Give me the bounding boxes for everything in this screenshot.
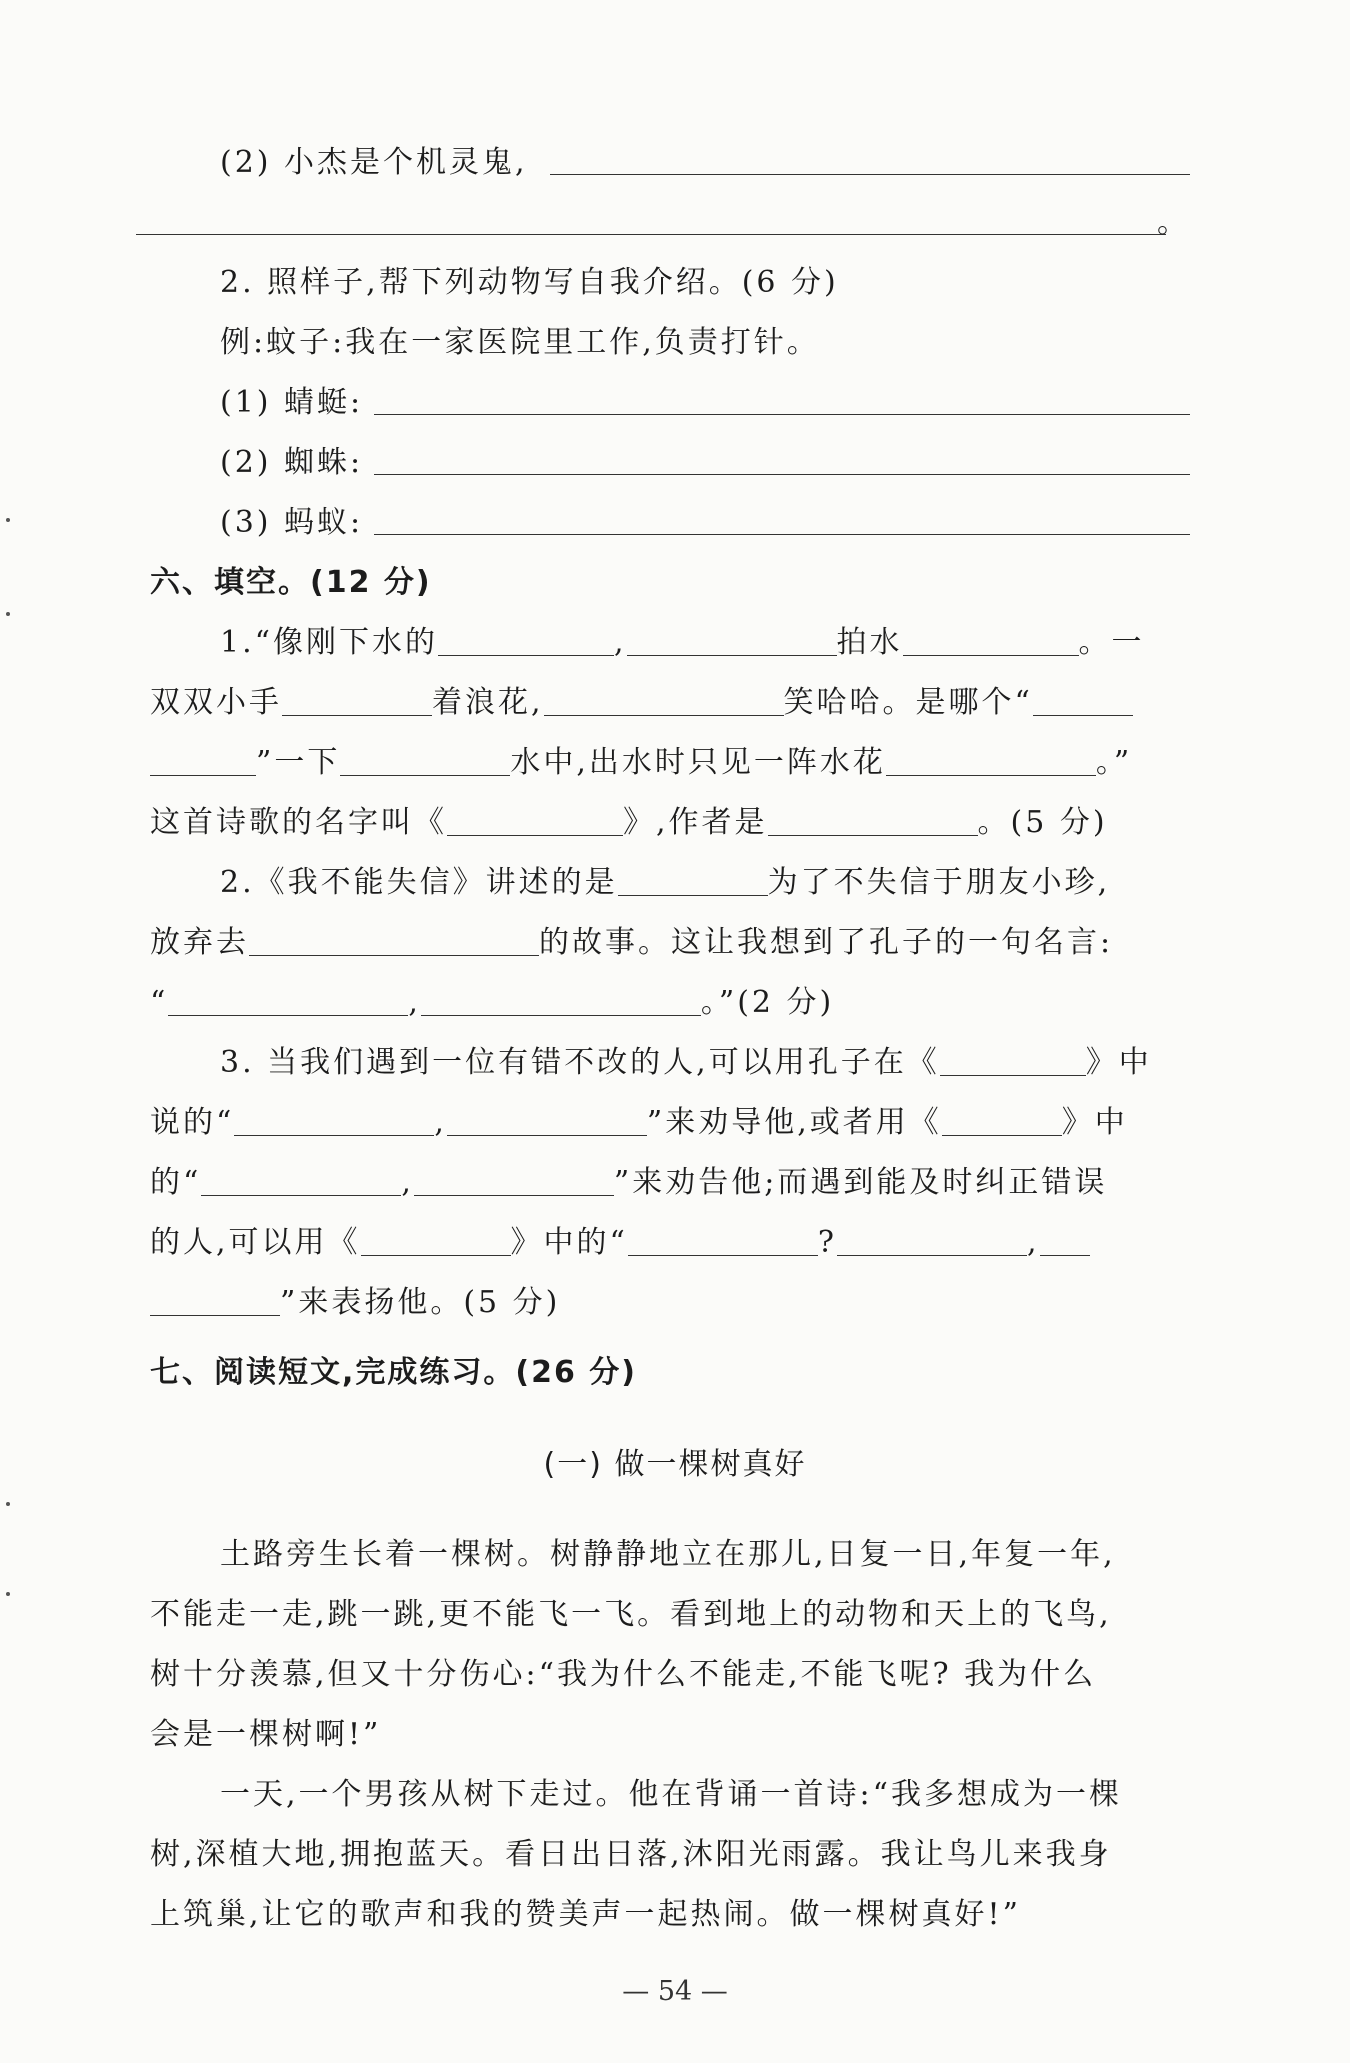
q6-2-line-3: [150, 982, 1190, 1024]
q6-3-line-3: [150, 1162, 1190, 1204]
line-end-period: 。: [1157, 205, 1190, 240]
q5-item2-label: (2) 小杰是个机灵鬼,: [220, 145, 528, 180]
answer-blank[interactable]: [837, 1225, 1027, 1256]
q6-2-line-1: [220, 862, 1190, 904]
text: 着浪花,: [432, 685, 544, 720]
answer-blank[interactable]: [374, 384, 1190, 415]
passage-line: 上筑巢,让它的歌声和我的赞美声一起热闹。做一棵树真好!”: [150, 1897, 1021, 1932]
text: ,: [1026, 1225, 1040, 1260]
passage-line: 一天,一个男孩从树下走过。他在背诵一首诗:“我多想成为一棵: [220, 1777, 1122, 1812]
answer-blank[interactable]: [628, 1225, 818, 1256]
text: 》中: [1061, 1105, 1128, 1140]
text: 》,作者是: [623, 805, 768, 840]
q6-3-line-4: [150, 1222, 1190, 1264]
text: 说的“: [150, 1105, 235, 1140]
animal-label: (3) 蚂蚁:: [220, 505, 364, 540]
text: 。”: [1095, 745, 1133, 780]
passage-line: 树十分羡慕,但又十分伤心:“我为什么不能走,不能飞呢? 我为什么: [150, 1657, 1097, 1692]
text: 》中: [1085, 1045, 1152, 1080]
answer-blank[interactable]: [168, 985, 408, 1016]
answer-blank[interactable]: [136, 204, 1166, 235]
text: 的“: [150, 1165, 202, 1200]
answer-blank[interactable]: [544, 685, 784, 716]
text: “: [150, 985, 169, 1020]
answer-blank[interactable]: [768, 805, 978, 836]
text: 的人,可以用《: [150, 1225, 361, 1260]
animal-label: (2) 蜘蛛:: [220, 445, 364, 480]
text: ,: [613, 625, 627, 660]
animal-label: (1) 蜻蜓:: [220, 385, 364, 420]
answer-blank[interactable]: [374, 504, 1190, 535]
section-6-heading: 六、填空。(12 分): [150, 565, 432, 600]
margin-speck: [6, 1502, 10, 1506]
text: ,: [401, 1165, 414, 1200]
answer-blank[interactable]: [940, 1045, 1086, 1076]
q6-1-line-1: [220, 622, 1190, 664]
q6-3-line-5: [150, 1282, 1190, 1324]
q6-1-line-3: [150, 742, 1190, 784]
answer-blank[interactable]: [447, 805, 623, 836]
answer-blank[interactable]: [249, 925, 539, 956]
page-number: — 54 —: [622, 1976, 728, 2007]
q5-item2-line: [220, 142, 1190, 184]
answer-blank[interactable]: [1040, 1225, 1090, 1256]
answer-blank[interactable]: [361, 1225, 511, 1256]
answer-blank[interactable]: [886, 745, 1096, 776]
answer-blank[interactable]: [340, 745, 510, 776]
q6-2-line-2: [150, 922, 1190, 964]
answer-blank[interactable]: [1033, 685, 1133, 716]
answer-blank[interactable]: [942, 1105, 1062, 1136]
answer-blank[interactable]: [234, 1105, 434, 1136]
text: 为了不失信于朋友小珍,: [767, 865, 1111, 900]
passage-line: 树,深植大地,拥抱蓝天。看日出日落,沐阳光雨露。我让鸟儿来我身: [150, 1837, 1112, 1872]
answer-blank[interactable]: [374, 444, 1190, 475]
text: 放弃去: [150, 925, 249, 960]
q6-1-line-2: [150, 682, 1190, 724]
text: ?: [817, 1225, 837, 1260]
text: 笑哈哈。是哪个“: [783, 685, 1033, 720]
answer-blank[interactable]: [447, 1105, 647, 1136]
answer-blank[interactable]: [150, 745, 256, 776]
text: 。一: [1078, 625, 1145, 660]
q5-animal-line: [220, 442, 1190, 484]
text: 这首诗歌的名字叫《: [150, 805, 447, 840]
passage-title: (一) 做一棵树真好: [543, 1447, 807, 1482]
q6-3-line-1: [220, 1042, 1190, 1084]
text: 拍水: [836, 625, 903, 660]
text: 水中,出水时只见一阵水花: [510, 745, 886, 780]
text: 。(5 分): [977, 805, 1108, 840]
answer-blank[interactable]: [627, 625, 837, 656]
text: ”来劝告他;而遇到能及时纠正错误: [613, 1165, 1108, 1200]
answer-blank[interactable]: [150, 1285, 280, 1316]
answer-blank[interactable]: [618, 865, 768, 896]
margin-speck: [6, 1592, 10, 1596]
text: 双双小手: [150, 685, 282, 720]
text: 》中的“: [510, 1225, 628, 1260]
q5-animal-line: [220, 382, 1190, 424]
section-7-heading: 七、阅读短文,完成练习。(26 分): [150, 1355, 638, 1390]
answer-blank[interactable]: [903, 625, 1079, 656]
margin-speck: [6, 518, 10, 522]
text: ”来表扬他。(5 分): [280, 1285, 561, 1320]
q5-animal-line: [220, 502, 1190, 544]
answer-blank[interactable]: [550, 144, 1190, 175]
q5-item2-continuation: [150, 202, 1190, 244]
answer-blank[interactable]: [282, 685, 432, 716]
text: ”来劝导他,或者用《: [646, 1105, 942, 1140]
margin-speck: [6, 612, 10, 616]
q6-3-line-2: [150, 1102, 1190, 1144]
q5-example: 例:蚊子:我在一家医院里工作,负责打针。: [220, 325, 820, 360]
answer-blank[interactable]: [421, 985, 701, 1016]
text: ”一下: [256, 745, 341, 780]
text: 的故事。这让我想到了孔子的一句名言:: [539, 925, 1114, 960]
passage-line: 会是一棵树啊!”: [150, 1717, 382, 1752]
text: ,: [434, 1105, 447, 1140]
text: 。”(2 分): [700, 985, 835, 1020]
text: 2.《我不能失信》讲述的是: [220, 865, 618, 900]
text: 1.“像刚下水的: [220, 625, 438, 660]
passage-line: 土路旁生长着一棵树。树静静地立在那儿,日复一日,年复一年,: [220, 1537, 1116, 1572]
text: 3. 当我们遇到一位有错不改的人,可以用孔子在《: [220, 1045, 940, 1080]
answer-blank[interactable]: [201, 1165, 401, 1196]
q6-1-line-4: [150, 802, 1190, 844]
answer-blank[interactable]: [414, 1165, 614, 1196]
answer-blank[interactable]: [438, 625, 614, 656]
passage-line: 不能走一走,跳一跳,更不能飞一飞。看到地上的动物和天上的飞鸟,: [150, 1597, 1112, 1632]
text: ,: [408, 985, 421, 1020]
q5-question2-title: 2. 照样子,帮下列动物写自我介绍。(6 分): [220, 265, 839, 300]
